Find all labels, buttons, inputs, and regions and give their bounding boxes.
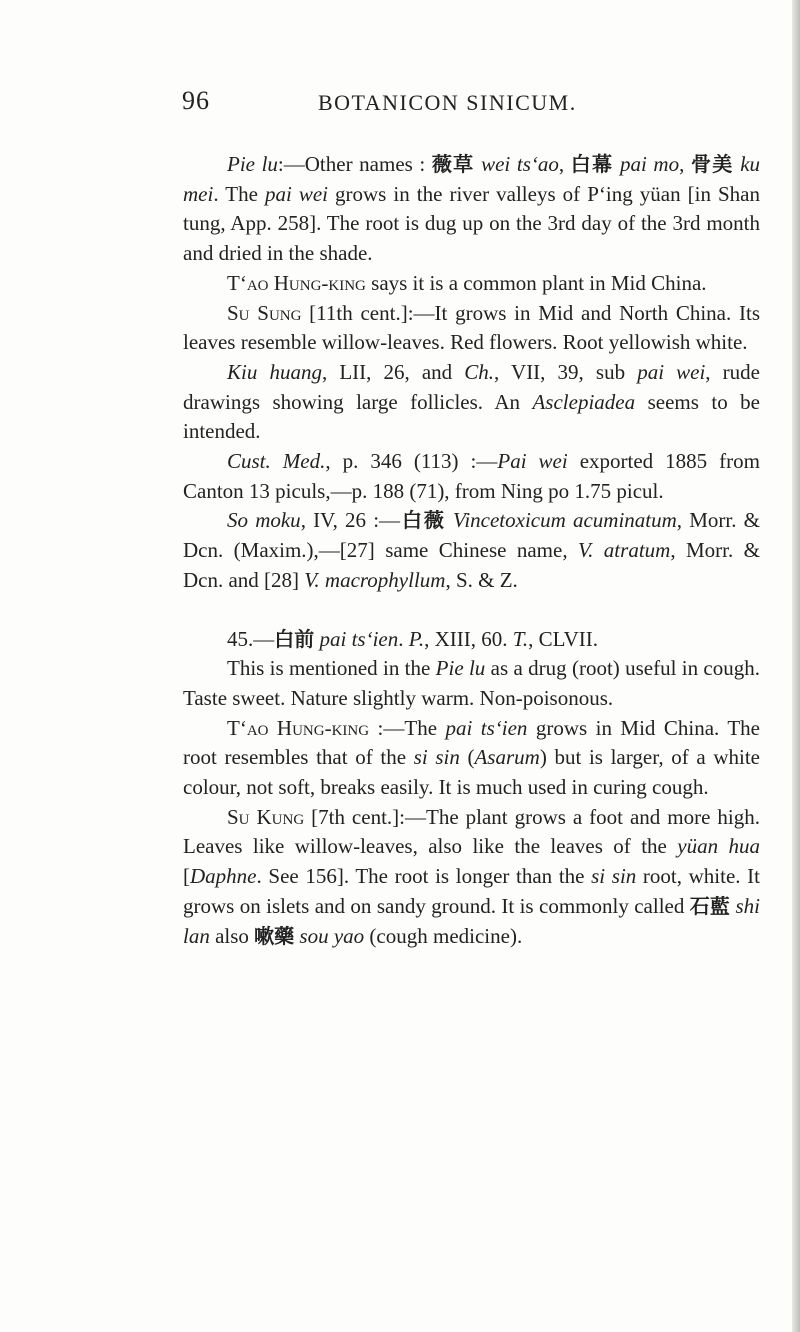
text-run: :—The bbox=[369, 715, 446, 740]
text-run: , bbox=[679, 152, 691, 176]
text-run: , IV, 26 :— bbox=[300, 508, 401, 533]
text-run: :—Other names : bbox=[277, 152, 432, 176]
author-name: T‘ao Hung-king bbox=[227, 270, 366, 295]
text-run: , S. & Z. bbox=[445, 567, 518, 592]
entry-heading-45 bbox=[183, 625, 760, 655]
work-title: Pie lu bbox=[227, 152, 278, 176]
text-run: , LII, 26, and bbox=[321, 359, 465, 384]
romanized-name: ku mei bbox=[183, 152, 761, 206]
text-run: This is mentioned in the bbox=[227, 656, 436, 681]
romanized-name: pai ts‘ien bbox=[319, 626, 399, 651]
text-run: (cough medicine). bbox=[364, 923, 523, 948]
paragraph-pie-lu-cough bbox=[183, 654, 760, 713]
paragraph-pie-lu bbox=[183, 150, 760, 269]
author-name: Su Kung bbox=[227, 804, 305, 829]
text-run: also bbox=[209, 923, 255, 948]
paragraph-tao-hung-king-2 bbox=[183, 714, 760, 803]
paragraph-su-kung bbox=[183, 803, 760, 952]
romanized-name: yüan hua bbox=[677, 834, 760, 859]
text-run: , Morr. & Dcn. (Maxim.),—[27] same Chinese name, bbox=[183, 508, 760, 563]
work-title: Cust. Med. bbox=[227, 449, 326, 474]
romanized-name: pai ts‘ien bbox=[445, 715, 528, 740]
work-title: Pie lu bbox=[435, 656, 486, 681]
chinese-characters: 薇草 bbox=[431, 152, 475, 176]
chinese-characters: 白薇 bbox=[400, 508, 446, 533]
text-run: , rude drawings showing large follicles. An bbox=[183, 359, 760, 414]
botanical-name: V. macrophyllum bbox=[304, 567, 446, 592]
author-name: Su Sung bbox=[227, 300, 302, 325]
text-run: . The bbox=[213, 181, 265, 206]
chinese-characters: 骨美 bbox=[690, 152, 734, 176]
text-run bbox=[613, 152, 620, 176]
chinese-characters: 白幕 bbox=[570, 152, 614, 176]
text-run: grows in the river valleys of P‘ing yüan [in Shan tung, App. 258]. The root is dug up on the 3rd day of the 3rd month and dried in the shade. bbox=[183, 181, 760, 266]
chinese-characters: 石藍 bbox=[689, 893, 731, 918]
romanized-name: si sin bbox=[591, 864, 637, 889]
paragraph-kiu-huang bbox=[183, 358, 760, 447]
text-run: , XIII, 60. bbox=[424, 626, 513, 651]
text-run: , CLVII. bbox=[528, 626, 598, 651]
romanized-name: shi lan bbox=[183, 893, 761, 948]
text-run: , VII, 39, sub bbox=[494, 359, 638, 384]
text-run: , bbox=[558, 152, 571, 176]
work-title: T. bbox=[512, 626, 529, 651]
botanical-name: Asclepiadea bbox=[532, 389, 636, 414]
chinese-characters: 嗽藥 bbox=[254, 923, 295, 948]
romanized-name: wei ts‘ao bbox=[481, 152, 559, 176]
botanical-name: Vincetoxicum acuminatum bbox=[453, 508, 677, 533]
text-run: , p. 346 (113) :— bbox=[325, 449, 498, 474]
text-run: ) but is larger, of a white colour, not soft, breaks easily. It is much used in curing cough. bbox=[183, 745, 761, 800]
chinese-characters: 白前 bbox=[274, 626, 315, 651]
running-title: BOTANICON SINICUM. bbox=[318, 90, 577, 115]
page-number: 96 bbox=[182, 86, 210, 115]
text-run bbox=[446, 508, 453, 532]
text-run: [ bbox=[183, 864, 190, 889]
text-run: says it is a common plant in Mid China. bbox=[365, 270, 707, 295]
text-run: . See 156]. The root is longer than the bbox=[256, 864, 592, 889]
work-title: Ch. bbox=[464, 359, 495, 384]
text-run: [11th cent.]:—It grows in Mid and North China. Its leaves resemble willow-leaves. Red flowers. Root yellowish white. bbox=[183, 300, 760, 355]
text-run: seems to be intended. bbox=[183, 389, 760, 444]
romanized-name: sou yao bbox=[299, 923, 365, 948]
romanized-name: Pai wei bbox=[497, 449, 568, 474]
author-name: T‘ao Hung-king bbox=[227, 715, 370, 740]
paragraph-tao-hung-king bbox=[183, 269, 760, 299]
botanical-name: Asarum bbox=[474, 745, 540, 770]
work-title: So moku bbox=[227, 508, 301, 533]
romanized-name: si sin bbox=[413, 745, 460, 770]
text-run: , Morr. & Dcn. and [28] bbox=[183, 538, 761, 592]
body-text bbox=[183, 150, 760, 951]
text-run: root, white. It grows on islets and on sandy ground. It is commonly called bbox=[183, 864, 761, 918]
text-run: as a drug (root) useful in cough. Taste sweet. Nature slightly warm. Non-poisonous. bbox=[183, 656, 760, 710]
botanical-name: V. atratum bbox=[578, 538, 671, 563]
paragraph-cust-med bbox=[183, 447, 760, 506]
romanized-name: pai mo bbox=[620, 152, 680, 176]
text-run: . bbox=[398, 626, 409, 651]
paragraph-su-sung bbox=[183, 299, 760, 358]
text-run: grows in Mid China. The root resembles that of the bbox=[183, 715, 761, 770]
work-title: P. bbox=[408, 626, 425, 651]
entry-number: 45.— bbox=[227, 626, 275, 651]
botanical-name: Daphne bbox=[190, 864, 257, 889]
work-title: Kiu huang bbox=[227, 359, 322, 384]
text-run: [7th cent.]:—The plant grows a foot and more high. Leaves like willow-leaves, also like the leaves of the bbox=[183, 804, 760, 859]
text-run: exported 1885 from Canton 13 piculs,—p. 188 (71), from Ning po 1.75 picul. bbox=[183, 449, 760, 503]
text-run: ( bbox=[459, 745, 475, 770]
romanized-name: pai wei bbox=[637, 359, 706, 384]
romanized-name: pai wei bbox=[264, 181, 328, 206]
paragraph-so-moku bbox=[183, 506, 760, 595]
page-edge-shadow bbox=[792, 0, 800, 1332]
